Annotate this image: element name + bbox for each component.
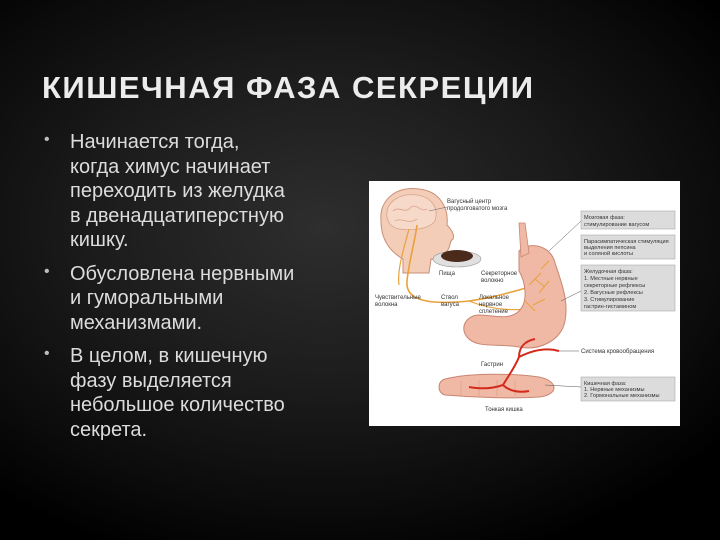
local-plexus-label-1: Локальное [479, 295, 509, 301]
vagus-center-label-1: Вагусный центр [447, 199, 492, 205]
bullet-line: фазу выделяется [70, 369, 232, 392]
bullet-line: небольшое количество [70, 394, 285, 416]
brain-shape [387, 195, 436, 230]
esophagus [519, 223, 529, 257]
bullet-item-2 [44, 262, 364, 336]
circulation-label: Система кровообращения [581, 349, 655, 355]
side-box-3-line-4: 2. Вагусные рефлексы [584, 290, 643, 296]
vagus-center-label-2: продолговатого мозга [447, 206, 508, 212]
vagus-trunk-label-2: вагуса [441, 302, 459, 308]
bullet-item-3 [44, 344, 364, 442]
side-box-3-line-2: 1. Местные нервные [584, 276, 638, 282]
secretion-diagram [369, 181, 680, 426]
side-box-2-line-3: и соляной кислоты [584, 251, 633, 257]
bullet-marker: • [44, 262, 50, 280]
side-box-3-line-5: 3. Стимулирование [584, 297, 635, 303]
side-box-4-line-1: Кишечная фаза: [584, 381, 627, 387]
local-plexus-label-2: нервное [479, 302, 503, 308]
food-shape [441, 250, 473, 262]
sensory-fibers-label-2: волокна [375, 302, 398, 308]
side-box-3-line-1: Желудочная фаза: [584, 269, 633, 275]
side-box-1-pointer [549, 221, 581, 251]
bullet-line: кишку. [70, 229, 129, 251]
bullet-list [44, 130, 364, 451]
bullet-line: в двенадцатиперстную [70, 204, 284, 227]
bullet-line: В целом, в кишечную [70, 345, 268, 367]
sensory-fibers-label-1: Чувствительные [375, 295, 421, 301]
side-box-3-line-3: секреторные рефлексы [584, 283, 646, 289]
bullet-line: когда химус начинает [70, 155, 271, 178]
local-plexus-label-3: сплетение [479, 309, 508, 315]
vagus-trunk-label-1: Ствол [441, 295, 458, 301]
bullet-item-1 [44, 130, 364, 253]
side-box-2-line-1: Парасимпатическая стимуляция [584, 239, 669, 245]
bullet-line: механизмами. [70, 311, 203, 334]
bullet-line: Обусловлена нервными [70, 262, 295, 285]
side-box-2-line-2: выделения пепсина [584, 245, 636, 251]
bullet-line: секрета. [70, 418, 148, 441]
side-box-1-line-2: стимулирование вагусом [584, 222, 650, 228]
side-box-4-line-2: 1. Нервные механизмы [584, 387, 645, 393]
bullet-marker: • [44, 345, 50, 362]
bullet-line: Начинается тогда, [70, 131, 240, 153]
secretory-area-label-2: волокно [481, 278, 504, 284]
small-intestine-label: Тонкая кишка [485, 407, 523, 413]
food-label: Пища [439, 271, 455, 277]
gastrin-label: Гастрин [481, 362, 503, 368]
side-box-1-line-1: Мозговая фаза: [584, 215, 625, 221]
slide-title: КИШЕЧНАЯ ФАЗА СЕКРЕЦИИ [42, 70, 535, 105]
side-box-4-line-3: 2. Гормональные механизмы [584, 393, 660, 399]
bullet-marker: • [44, 131, 50, 148]
secretory-area-label-1: Секреторное [481, 271, 518, 277]
secretion-diagram-svg [369, 181, 680, 426]
bullet-line: и гуморальными [70, 287, 224, 309]
bullet-line: переходить из желудка [70, 180, 285, 202]
side-box-3-line-6: гастрин-гистамином [584, 304, 637, 310]
